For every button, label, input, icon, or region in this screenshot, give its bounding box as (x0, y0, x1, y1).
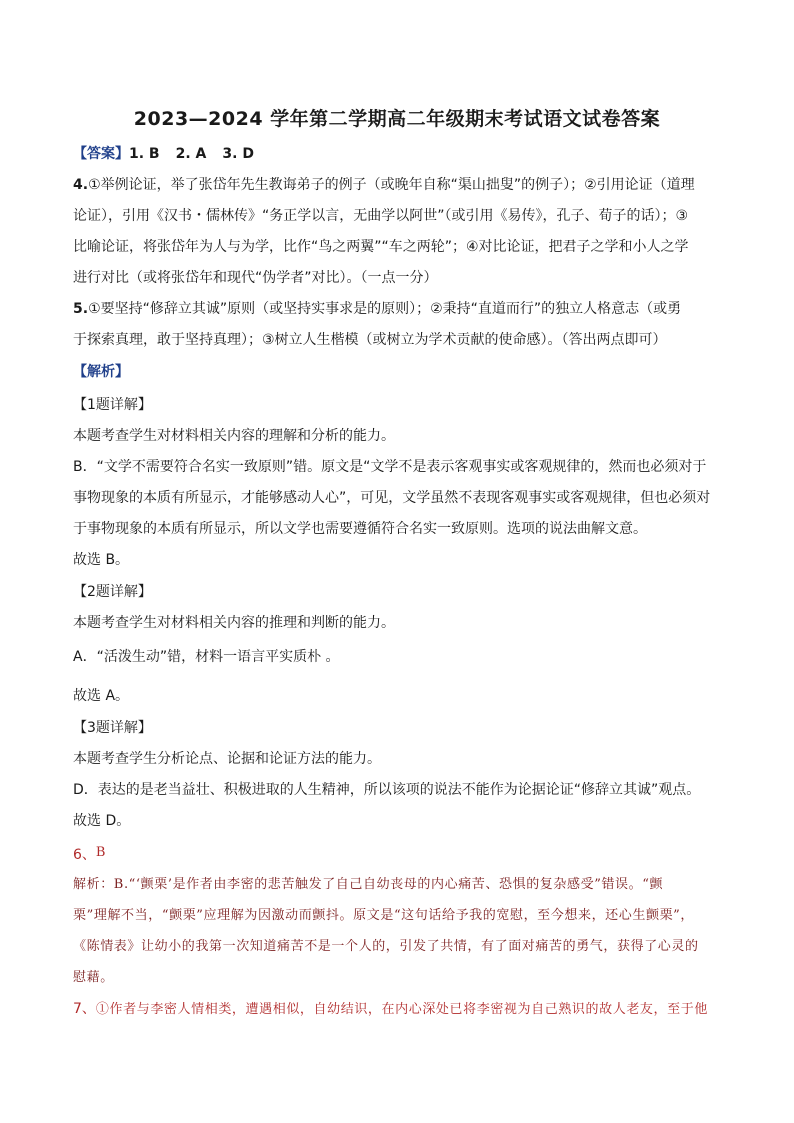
detail-1-line-3: 事物现象的本质有所显示，才能够感动人心”，可见，文学虽然不表现客观事实或客观规律，但也必须对 (73, 490, 711, 506)
q6-answer: B (95, 845, 106, 860)
q7-text: ①作者与李密人情相类，遭遇相似，自幼结识，在内心深处已将李密视为自己熟识的故人老友，至于他 (95, 1002, 708, 1017)
q6-analysis-line-3: 《陈情表》让幼小的我第一次知道痛苦不是一个人的，引发了共情，有了面对痛苦的勇气，获得了心灵的 (73, 939, 699, 954)
detail-3-line-3: 故选 D。 (73, 813, 131, 829)
detail-2-line-2: A．“活泼生动”错，材料一语言平实质朴 。 (73, 649, 340, 665)
q6-line (73, 843, 733, 865)
q4-line-3: 比喻论证，将张岱年为人与为学，比作“鸟之两翼”“车之两轮”；④对比论证，把君子之学和小人之学 (73, 239, 689, 255)
q4-line-2: 论证），引用《汉书・儒林传》“务正学以言，无曲学以阿世”（或引用《易传》，孔子、荀子的话）；③ (73, 208, 689, 224)
q5-line-1 (73, 299, 733, 319)
q4-number: 4. (73, 177, 89, 193)
q7-line-1 (73, 999, 733, 1020)
q4-line-1 (73, 175, 733, 195)
q4-line-4: 进行对比（或将张岱年和现代“伪学者”对比）。（一点一分） (73, 270, 438, 286)
detail-2-heading: 【2题详解】 (73, 584, 152, 600)
q5-number: 5. (73, 301, 89, 317)
page-title: 2023—2024 学年第二学期高二年级期末考试语文试卷答案 (133, 108, 661, 130)
detail-3-line-2: D．表达的是老当益壮、积极进取的人生精神，所以该项的说法不能作为论据论证“修辞立其诚”观点。 (73, 782, 701, 798)
answer-2: 2. A (175, 146, 207, 162)
detail-1-heading: 【1题详解】 (73, 397, 152, 413)
detail-3-heading: 【3题详解】 (73, 720, 152, 736)
q6-analysis-line-4: 慰藉。 (73, 970, 114, 985)
detail-1-line-5: 故选 B。 (73, 552, 130, 568)
answer-3: 3. D (222, 146, 254, 162)
detail-1-line-1: 本题考查学生对材料相关内容的理解和分析的能力。 (73, 428, 395, 444)
q6-analysis-line-2: 栗”理解不当，“颤栗”应理解为因激动而颤抖。原文是“这句话给予我的宽慰，至今想来，还心生颤栗”， (73, 908, 695, 923)
detail-1-line-2: B．“文学不需要符合名实一致原则”错。原文是“文学不是表示客观事实或客观规律的，然而也必须对于 (73, 459, 707, 475)
q6-analysis-line-1: 解析：B.“‘颤栗’是作者由李密的悲苦触发了自己自幼丧母的内心痛苦、恐惧的复杂感受”错误。“颤 (73, 877, 664, 892)
detail-1-line-4: 于事物现象的本质有所显示，所以文学也需要遵循符合名实一致原则。选项的说法曲解文意。 (73, 521, 647, 537)
detail-3-line-1: 本题考查学生分析论点、论据和论证方法的能力。 (73, 751, 381, 767)
answer-tag: 【答案】 (73, 146, 129, 162)
detail-2-line-3: 故选 A。 (73, 688, 130, 704)
q7-number: 7、 (73, 1001, 96, 1017)
answer-1: 1. B (129, 146, 160, 162)
q4-text-1: ①举例论证，举了张岱年先生教诲弟子的例子（或晚年自称“渠山拙叟”的例子）；②引用论证（道理 (88, 177, 695, 193)
q6-number: 6、 (73, 847, 96, 863)
q5-line-2: 于探索真理，敢于坚持真理）；③树立人生楷模（或树立为学术贡献的使命感）。（答出两点即可） (73, 332, 667, 348)
answers-line (73, 144, 733, 164)
detail-2-line-1: 本题考查学生对材料相关内容的推理和判断的能力。 (73, 615, 395, 631)
analysis-tag: 【解析】 (73, 364, 129, 380)
q5-text-1: ①要坚持“修辞立其诚”原则（或坚持实事求是的原则）；②秉持“直道而行”的独立人格意志（或勇 (88, 301, 682, 317)
